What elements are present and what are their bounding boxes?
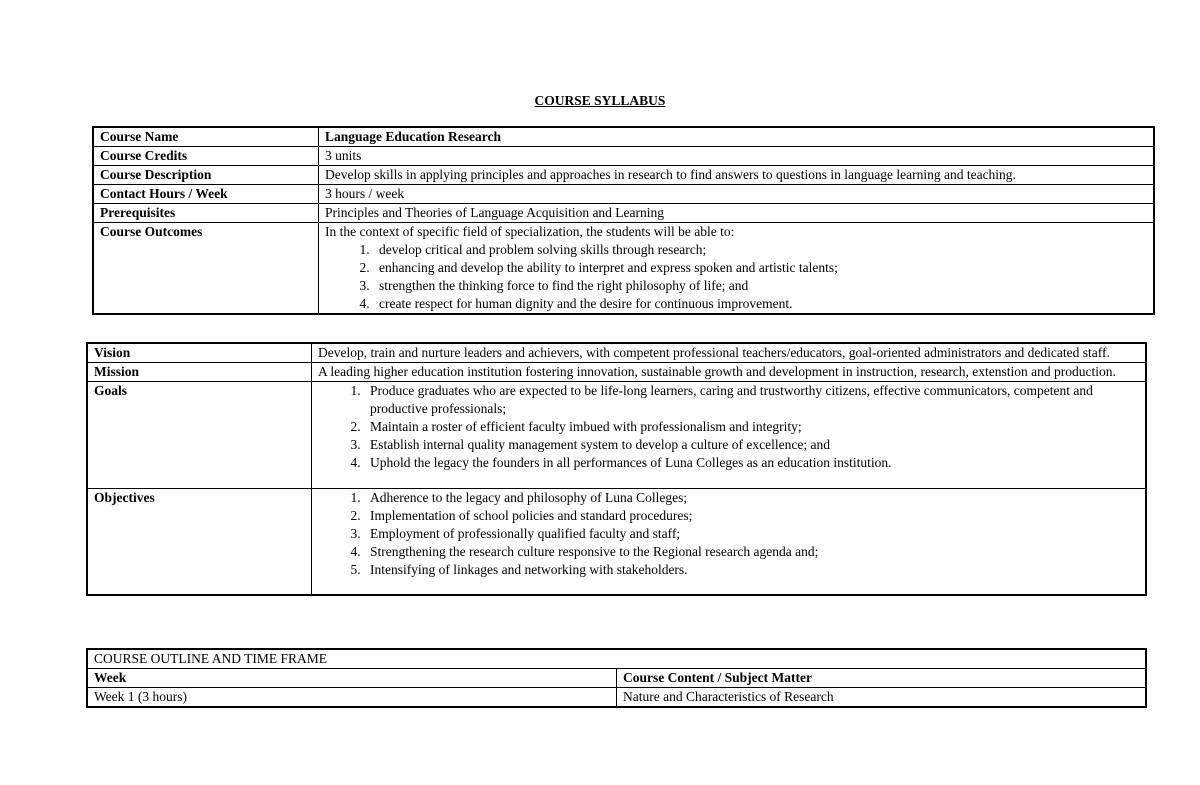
week-column-header: Week [87,669,617,688]
course-credits-value: 3 units [319,147,1155,166]
list-item: 3. Employment of professionally qualified faculty and staff; [364,525,1145,543]
course-outcomes-label: Course Outcomes [93,223,319,315]
course-description-label: Course Description [93,166,319,185]
table-row [87,382,1146,489]
week-cell: Week 1 (3 hours) [87,688,617,708]
course-info-table [92,126,1155,315]
list-item: 4. Strengthening the research culture responsive to the Regional research agenda and; [364,543,1145,561]
mission-value: A leading higher education institution fostering innovation, sustainable growth and development in instruction, research, extenstion and production. [312,363,1147,382]
prerequisites-value: Principles and Theories of Language Acquisition and Learning [319,204,1155,223]
table-row [93,223,1154,315]
list-item: 1. develop critical and problem solving skills through research; [373,241,1153,259]
vision-value: Develop, train and nurture leaders and achievers, with competent professional teachers/educators, goal-oriented administrators and dedicated staff. [312,343,1147,363]
table-row [87,669,1146,688]
course-description-value: Develop skills in applying principles and approaches in research to find answers to questions in language learning and teaching. [319,166,1155,185]
objectives-label: Objectives [87,489,312,595]
list-item: 1. Adherence to the legacy and philosophy of Luna Colleges; [364,489,1145,507]
goals-list [318,382,1145,472]
course-name-value: Language Education Research [319,127,1155,147]
prerequisites-label: Prerequisites [93,204,319,223]
objectives-cell [312,489,1147,595]
course-outline-table [86,648,1147,708]
table-row [93,127,1154,147]
course-outcomes-intro: In the context of specific field of specialization, the students will be able to: [325,224,735,239]
list-item: 5. Intensifying of linkages and networking with stakeholders. [364,561,1145,579]
table-row [87,363,1146,382]
list-item: 2. Maintain a roster of efficient faculty imbued with professionalism and integrity; [364,418,1145,436]
list-item: 4. Uphold the legacy the founders in all performances of Luna Colleges as an education institution. [364,454,1145,472]
table-row [87,343,1146,363]
contact-hours-value: 3 hours / week [319,185,1155,204]
table-row [87,688,1146,708]
institution-table [86,342,1147,596]
vision-label: Vision [87,343,312,363]
mission-label: Mission [87,363,312,382]
goals-cell [312,382,1147,489]
course-credits-label: Course Credits [93,147,319,166]
course-name-label: Course Name [93,127,319,147]
table-row [87,489,1146,595]
list-item: 2. Implementation of school policies and standard procedures; [364,507,1145,525]
table-row [93,185,1154,204]
table-row [93,147,1154,166]
objectives-list [318,489,1145,579]
course-outcomes-list [325,241,1153,313]
contact-hours-label: Contact Hours / Week [93,185,319,204]
page-title: COURSE SYLLABUS [534,93,666,108]
list-item: 1. Produce graduates who are expected to be life-long learners, caring and trustworthy citizens, effective communicators, competent and productive professionals; [364,382,1145,418]
list-item: 3. Establish internal quality management system to develop a culture of excellence; and [364,436,1145,454]
goals-label: Goals [87,382,312,489]
table-row [93,204,1154,223]
list-item: 4. create respect for human dignity and the desire for continuous improvement. [373,295,1153,313]
course-outline-heading: COURSE OUTLINE AND TIME FRAME [87,649,1146,669]
list-item: 2. enhancing and develop the ability to interpret and express spoken and artistic talents; [373,259,1153,277]
table-row [87,649,1146,669]
table-row [93,166,1154,185]
content-column-header: Course Content / Subject Matter [617,669,1147,688]
course-outcomes-cell [319,223,1155,315]
list-item: 3. strengthen the thinking force to find the right philosophy of life; and [373,277,1153,295]
content-cell: Nature and Characteristics of Research [617,688,1147,708]
